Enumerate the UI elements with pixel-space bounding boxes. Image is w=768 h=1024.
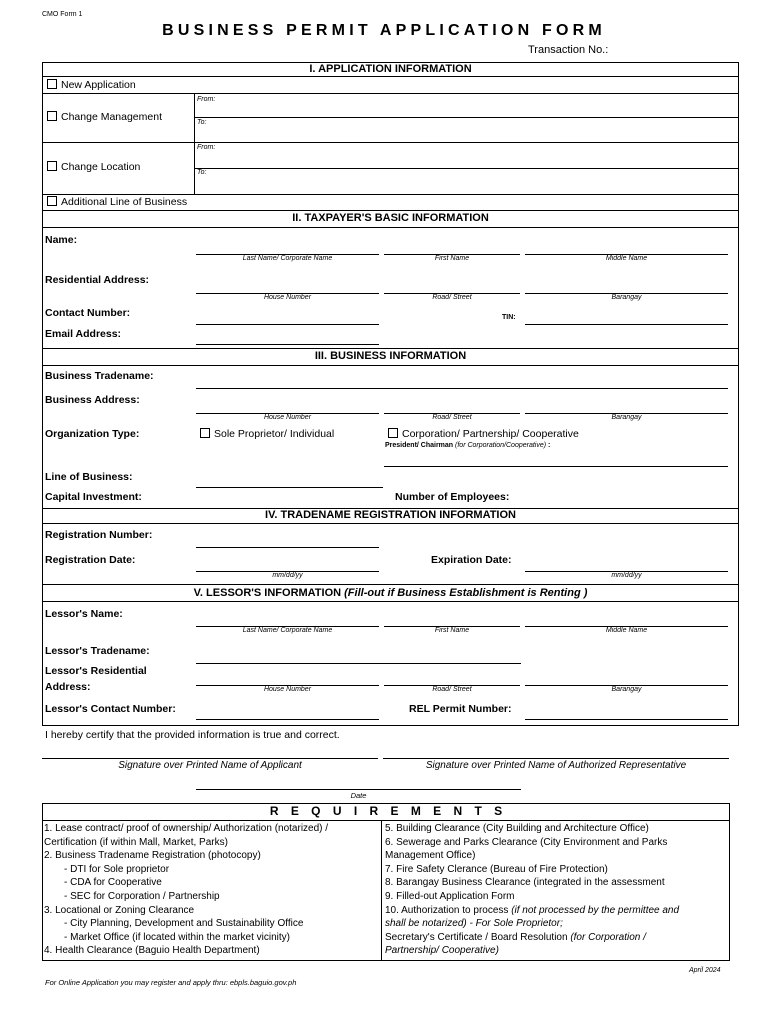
checkbox-icon — [47, 79, 57, 89]
registration-number-label: Registration Number: — [45, 529, 153, 541]
caption-house-number: House Number — [263, 294, 312, 301]
lessor-residential-label: Lessor's Residential — [45, 665, 147, 677]
email-field[interactable] — [196, 344, 379, 345]
checkbox-icon — [47, 196, 57, 206]
section5-title — [42, 587, 739, 599]
requirement-item — [385, 931, 679, 945]
corporation-checkbox[interactable] — [388, 428, 579, 440]
caption-road-street: Road/ Street — [432, 686, 472, 693]
requirement-item: 9. Filled-out Application Form — [385, 890, 515, 902]
requirement-item: Certification (if within Mall, Market, Parks) — [44, 836, 228, 848]
residential-address-label: Residential Address: — [45, 274, 150, 286]
requirement-item: 8. Barangay Business Clearance (integrated in the assessment — [385, 877, 665, 889]
requirement-note: Partnership/ Cooperative) — [385, 945, 499, 957]
certify-text: I hereby certify that the provided information is true and correct. — [45, 729, 340, 741]
requirement-item: 2. Business Tradename Registration (photocopy) — [44, 850, 261, 862]
requirement-note: (for Corporation / — [570, 931, 646, 943]
revision-date: April 2024 — [689, 967, 721, 974]
caption-house-number: House Number — [263, 414, 312, 421]
change-location-label: Change Location — [61, 161, 141, 173]
lessor-address-label: Address: — [45, 681, 91, 693]
section4-title: IV. TRADENAME REGISTRATION INFORMATION — [265, 509, 516, 521]
lessor-name-label: Lessor's Name: — [45, 608, 123, 620]
new-application-checkbox[interactable] — [47, 79, 136, 91]
business-tradename-field[interactable] — [196, 388, 728, 389]
transaction-no-label: Transaction No.: — [528, 44, 609, 56]
section5-title-note: (Fill-out if Business Establishment is Renting ) — [344, 587, 588, 599]
rel-permit-label: REL Permit Number: — [409, 703, 512, 715]
caption-barangay: Barangay — [611, 686, 642, 693]
form-code: CMO Form 1 — [42, 11, 83, 18]
lessor-tradename-label: Lessor's Tradename: — [45, 645, 150, 657]
requirement-item: 5. Building Clearance (City Building and Architecture Office) — [385, 823, 649, 834]
lessor-tradename-field[interactable] — [196, 663, 521, 664]
requirements-title: R E Q U I R E M E N T S — [269, 804, 503, 818]
tin-label: TIN: — [502, 314, 516, 321]
requirement-item: - CDA for Cooperative — [64, 877, 162, 889]
date-label: Date — [350, 791, 367, 800]
requirement-text: 10. Authorization to process — [385, 904, 512, 916]
new-application-label: New Application — [61, 79, 136, 91]
from-label: From: — [197, 144, 216, 151]
tin-field[interactable] — [525, 324, 728, 325]
sole-proprietor-label: Sole Proprietor/ Individual — [214, 428, 335, 440]
checkbox-icon — [388, 428, 398, 438]
to-label: To: — [197, 119, 207, 126]
requirement-item — [385, 944, 679, 958]
registration-number-field[interactable] — [196, 547, 379, 548]
checkbox-icon — [47, 111, 57, 121]
applicant-signature-field[interactable] — [42, 758, 378, 759]
change-location-checkbox[interactable] — [47, 161, 140, 173]
caption-date-format: mm/dd/yy — [611, 572, 642, 579]
lessor-contact-field[interactable] — [196, 719, 379, 720]
caption-last-name: Last Name/ Corporate Name — [242, 255, 333, 262]
president-field[interactable] — [384, 466, 728, 467]
section2-title: II. TAXPAYER'S BASIC INFORMATION — [292, 212, 489, 224]
number-of-employees-label: Number of Employees: — [395, 491, 510, 503]
name-label: Name: — [45, 234, 78, 246]
requirement-item: - Market Office (if located within the market vicinity) — [64, 931, 290, 943]
caption-first-name: First Name — [434, 255, 470, 262]
registration-date-label: Registration Date: — [45, 554, 136, 566]
caption-house-number: House Number — [263, 686, 312, 693]
to-label: To: — [197, 169, 207, 176]
caption-middle-name: Middle Name — [605, 255, 648, 262]
president-label — [385, 442, 550, 449]
requirement-note: shall be notarized) - For Sole Proprietor; — [385, 918, 563, 930]
representative-signature-field[interactable] — [383, 758, 729, 759]
requirements-right-list — [385, 822, 679, 958]
caption-date-format: mm/dd/yy — [272, 572, 303, 579]
requirements-left-list — [44, 822, 328, 958]
caption-barangay: Barangay — [611, 294, 642, 301]
line-of-business-field[interactable] — [196, 487, 383, 488]
additional-line-label: Additional Line of Business — [61, 196, 188, 208]
requirement-note: (if not processed by the permittee and — [511, 904, 680, 916]
online-application-note: For Online Application you may register and apply thru: ebpls.baguio.gov.ph — [45, 978, 297, 987]
president-colon: : — [548, 442, 551, 449]
contact-number-field[interactable] — [196, 324, 379, 325]
requirement-item: Management Office) — [385, 850, 476, 862]
date-field[interactable] — [196, 789, 521, 790]
representative-signature-label: Signature over Printed Name of Authorized Representative — [425, 760, 687, 771]
president-text: President/ Chairman — [385, 442, 454, 449]
caption-first-name: First Name — [434, 627, 470, 634]
capital-investment-label: Capital Investment: — [45, 491, 142, 503]
email-address-label: Email Address: — [45, 328, 122, 340]
contact-number-label: Contact Number: — [45, 307, 131, 319]
requirement-item: 3. Locational or Zoning Clearance — [44, 904, 195, 916]
requirement-item: - DTI for Sole proprietor — [64, 863, 170, 875]
checkbox-icon — [200, 428, 210, 438]
organization-type-label: Organization Type: — [45, 428, 140, 440]
requirement-item: - City Planning, Development and Sustainability Office — [64, 918, 304, 930]
change-management-label: Change Management — [61, 111, 162, 123]
business-tradename-label: Business Tradename: — [45, 370, 154, 382]
change-management-checkbox[interactable] — [47, 111, 162, 123]
from-label: From: — [197, 96, 216, 103]
business-address-label: Business Address: — [45, 394, 140, 406]
checkbox-icon — [47, 161, 57, 171]
line-of-business-label: Line of Business: — [45, 471, 133, 483]
requirement-item: 1. Lease contract/ proof of ownership/ Authorization (notarized) / — [44, 823, 329, 834]
section3-title: III. BUSINESS INFORMATION — [314, 350, 467, 362]
page-title: BUSINESS PERMIT APPLICATION FORM — [162, 22, 606, 39]
lessor-contact-label: Lessor's Contact Number: — [45, 703, 176, 715]
requirement-item — [385, 917, 679, 931]
section5-title-main: V. LESSOR'S INFORMATION — [193, 587, 345, 599]
corporation-label: Corporation/ Partnership/ Cooperative — [402, 428, 579, 440]
requirement-text: Secretary's Certificate / Board Resolution — [385, 931, 571, 943]
caption-road-street: Road/ Street — [432, 414, 472, 421]
caption-last-name: Last Name/ Corporate Name — [242, 627, 333, 634]
requirement-item: 7. Fire Safety Clerance (Bureau of Fire Protection) — [385, 863, 608, 875]
expiration-date-label: Expiration Date: — [431, 554, 512, 566]
requirement-item: - SEC for Corporation / Partnership — [64, 890, 220, 902]
caption-road-street: Road/ Street — [432, 294, 472, 301]
president-note: (for Corporation/Cooperative) — [455, 442, 547, 449]
caption-middle-name: Middle Name — [605, 627, 648, 634]
applicant-signature-label: Signature over Printed Name of Applicant — [118, 760, 302, 771]
requirement-item: 6. Sewerage and Parks Clearance (City Environment and Parks — [385, 836, 668, 848]
rel-permit-field[interactable] — [525, 719, 728, 720]
additional-line-checkbox[interactable] — [47, 196, 187, 208]
section1-title: I. APPLICATION INFORMATION — [309, 63, 472, 75]
caption-barangay: Barangay — [611, 414, 642, 421]
requirement-item: 4. Health Clearance (Baguio Health Department) — [44, 945, 260, 957]
requirement-item — [385, 904, 679, 918]
sole-proprietor-checkbox[interactable] — [200, 428, 334, 440]
